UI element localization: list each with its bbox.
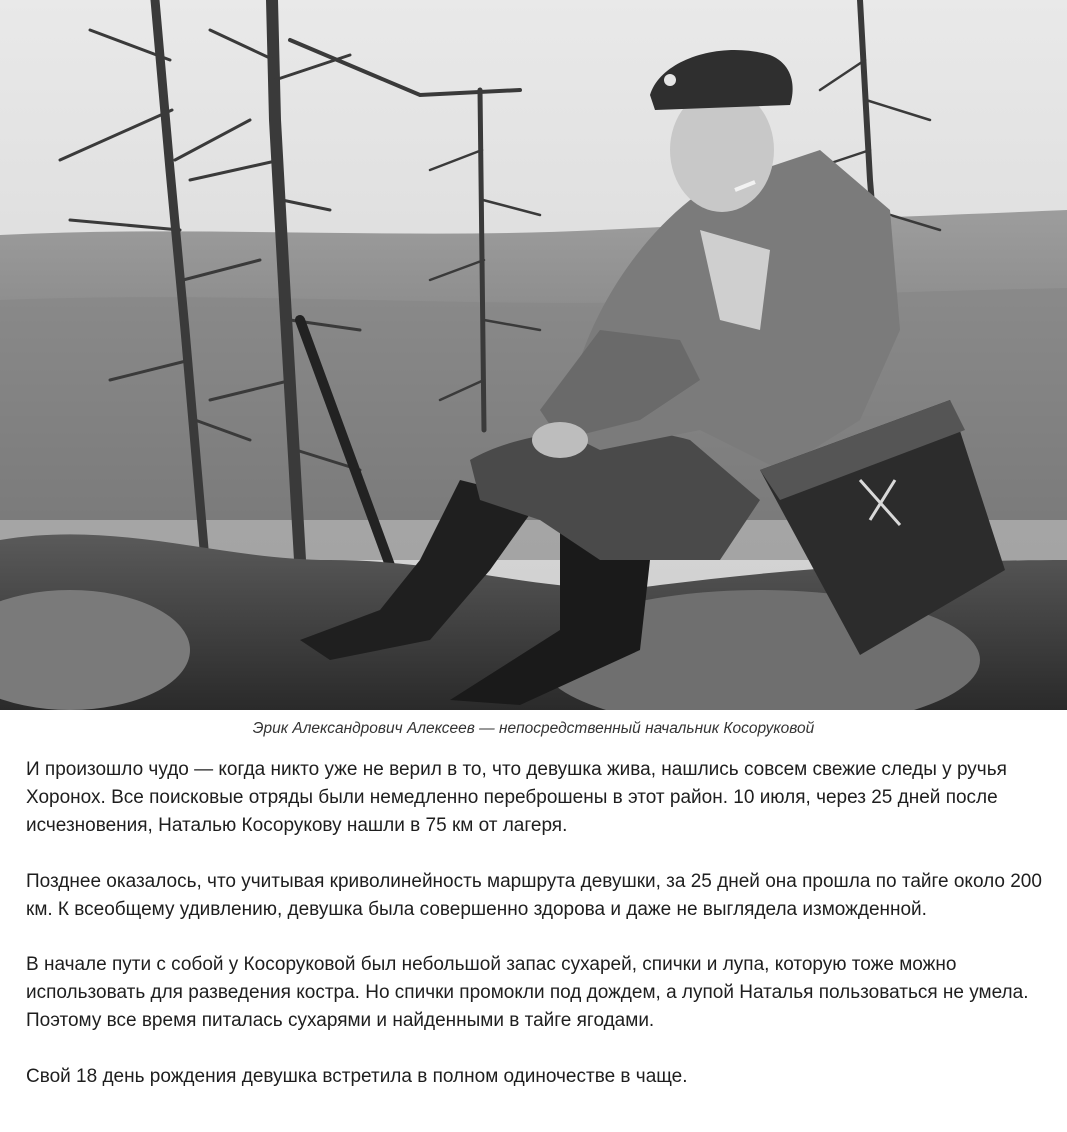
paragraph: И произошло чудо — когда никто уже не верил в то, что девушка жива, нашлись совсем свежие следы у ручья Хоронох. Все поисковые отряды были немедленно переброшены в этот район. 10 июля, через 25 дней после исчезновения, Наталью Косорукову нашли в 75 км от лагеря. xyxy=(26,759,1007,837)
paragraph: В начале пути с собой у Косоруковой был небольшой запас сухарей, спички и лупа, которую тоже можно использовать для разведения костра. Но спички промокли под дождем, а лупой Наталья пользоваться не умела. Поэтому все время питалась сухарями и найденными в тайге ягодами. xyxy=(26,954,1029,1032)
paragraph: Свой 18 день рождения девушка встретила в полном одиночестве в чаще. xyxy=(26,1065,688,1087)
paragraph: Позднее оказалось, что учитывая криволинейность маршрута девушки, за 25 дней она прошла по тайге около 200 км. К всеобщему удивлению, девушка была совершенно здорова и даже не выглядела изможденной. xyxy=(26,870,1042,920)
photo-caption: Эрик Александрович Алексеев — непосредственный начальник Косоруковой xyxy=(252,720,815,737)
article-body xyxy=(26,756,1064,1091)
